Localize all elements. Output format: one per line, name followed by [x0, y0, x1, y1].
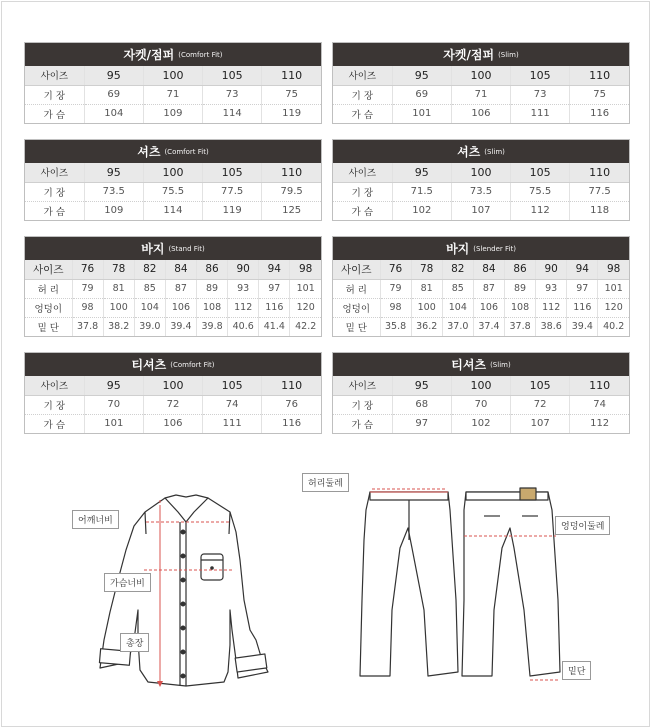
size-value: 90: [536, 260, 567, 279]
hem-label: 밑단: [562, 661, 591, 680]
row-label: 사이즈: [333, 260, 380, 279]
table-fit-label: (Comfort Fit): [170, 360, 215, 369]
waist-label: 허리둘레: [302, 473, 349, 492]
measurement-value: 108: [505, 298, 536, 317]
measurement-value: 97: [392, 414, 451, 433]
measurement-value: 71: [451, 85, 510, 104]
measurement-value: 112: [228, 298, 259, 317]
measurement-value: 38.6: [536, 317, 567, 336]
row-label: 사이즈: [25, 66, 84, 85]
size-value: 100: [451, 66, 510, 85]
size-value: 95: [84, 376, 143, 395]
table-title-text: 티셔츠: [451, 358, 487, 372]
table-title-text: 자켓/점퍼: [443, 48, 495, 62]
row-label: 사이즈: [25, 260, 72, 279]
measurement-value: 71: [143, 85, 202, 104]
measurement-value: 106: [143, 414, 202, 433]
table-fit-label: (Slim): [498, 50, 519, 59]
measurement-value: 120: [598, 298, 629, 317]
row-label: 가 슴: [43, 109, 66, 121]
size-value: 82: [442, 260, 473, 279]
row-label: 가 슴: [43, 206, 66, 218]
table-title-text: 티셔츠: [131, 358, 167, 372]
size-value: 100: [451, 376, 510, 395]
row-label: 사이즈: [25, 376, 84, 395]
measurement-value: 74: [570, 395, 629, 414]
measurement-value: 35.8: [380, 317, 411, 336]
size-value: 100: [143, 66, 202, 85]
row-label: 기 장: [25, 395, 84, 414]
measurement-value: 108: [197, 298, 228, 317]
measurement-value: 75: [262, 85, 321, 104]
row-label: 허 리: [333, 279, 380, 298]
measurement-value: 81: [411, 279, 442, 298]
measurement-value: 98: [72, 298, 103, 317]
measurement-value: 93: [536, 279, 567, 298]
size-value: 84: [473, 260, 504, 279]
measurement-value: 114: [143, 201, 202, 220]
size-value: 94: [567, 260, 598, 279]
measurement-value: 109: [84, 201, 143, 220]
table-title-text: 바지: [446, 242, 470, 256]
measurement-value: 79: [380, 279, 411, 298]
measurement-value: 39.8: [197, 317, 228, 336]
measurement-value: 100: [411, 298, 442, 317]
measurement-value: 69: [84, 85, 143, 104]
row-label: 기 장: [333, 395, 392, 414]
measurement-value: 73.5: [451, 182, 510, 201]
size-value: 76: [380, 260, 411, 279]
row-label: 밑 단: [37, 322, 59, 334]
row-label: 가 슴: [351, 419, 374, 431]
measurement-value: 73.5: [84, 182, 143, 201]
size-value: 105: [203, 376, 262, 395]
table-fit-label: (Slim): [490, 360, 511, 369]
row-label: 가 슴: [351, 109, 374, 121]
measurement-value: 87: [165, 279, 196, 298]
size-value: 84: [165, 260, 196, 279]
measurement-value: 104: [84, 104, 143, 123]
size-value: 98: [290, 260, 321, 279]
measurement-value: 75.5: [511, 182, 570, 201]
row-label: 기 장: [333, 85, 392, 104]
measurement-value: 102: [392, 201, 451, 220]
table-fit-label: (Comfort Fit): [178, 50, 223, 59]
row-label: 사이즈: [25, 163, 84, 182]
chest-label: 가슴너비: [104, 573, 151, 592]
hip-label: 엉덩이둘레: [555, 516, 610, 535]
size-value: 98: [598, 260, 629, 279]
measurement-value: 97: [567, 279, 598, 298]
pants-illustration: [360, 488, 560, 676]
size-value: 78: [411, 260, 442, 279]
measurement-value: 104: [134, 298, 165, 317]
measurement-value: 125: [262, 201, 321, 220]
measurement-value: 109: [143, 104, 202, 123]
measurement-value: 37.0: [442, 317, 473, 336]
size-value: 110: [570, 163, 629, 182]
size-value: 95: [392, 376, 451, 395]
measurement-value: 107: [451, 201, 510, 220]
size-value: 105: [203, 66, 262, 85]
size-value: 95: [392, 66, 451, 85]
measurement-value: 89: [505, 279, 536, 298]
row-label: 엉덩이: [333, 298, 380, 317]
table-fit-label: (Slender Fit): [473, 244, 516, 253]
measurement-value: 106: [473, 298, 504, 317]
size-value: 105: [511, 376, 570, 395]
measurement-value: 77.5: [203, 182, 262, 201]
measurement-value: 98: [380, 298, 411, 317]
measurement-value: 81: [103, 279, 134, 298]
measurement-value: 39.0: [134, 317, 165, 336]
table-title-text: 셔츠: [137, 145, 161, 159]
row-label: 허 리: [25, 279, 72, 298]
size-value: 100: [451, 163, 510, 182]
measurement-value: 72: [511, 395, 570, 414]
row-label: 기 장: [25, 85, 84, 104]
measurement-value: 112: [570, 414, 629, 433]
measurement-value: 100: [103, 298, 134, 317]
size-value: 110: [570, 376, 629, 395]
row-label: 엉덩이: [25, 298, 72, 317]
measurement-value: 40.6: [228, 317, 259, 336]
measurement-value: 101: [392, 104, 451, 123]
row-label: 사이즈: [333, 376, 392, 395]
measurement-value: 75.5: [143, 182, 202, 201]
size-value: 90: [228, 260, 259, 279]
size-value: 82: [134, 260, 165, 279]
measurement-value: 106: [165, 298, 196, 317]
measurement-value: 119: [203, 201, 262, 220]
size-value: 95: [84, 66, 143, 85]
measurement-value: 72: [143, 395, 202, 414]
measurement-value: 38.2: [103, 317, 134, 336]
measurement-value: 112: [536, 298, 567, 317]
size-value: 95: [84, 163, 143, 182]
measurement-value: 111: [203, 414, 262, 433]
size-value: 94: [259, 260, 290, 279]
row-label: 가 슴: [43, 419, 66, 431]
size-value: 100: [143, 163, 202, 182]
table-fit-label: (Slim): [484, 147, 505, 156]
measurement-value: 119: [262, 104, 321, 123]
measurement-value: 116: [262, 414, 321, 433]
shoulder-label: 어깨너비: [72, 510, 119, 529]
measurement-value: 73: [203, 85, 262, 104]
measurement-value: 76: [262, 395, 321, 414]
measurement-value: 116: [567, 298, 598, 317]
measurement-value: 101: [84, 414, 143, 433]
measurement-value: 112: [511, 201, 570, 220]
size-value: 100: [143, 376, 202, 395]
row-label: 밑 단: [345, 322, 367, 334]
table-title-text: 셔츠: [457, 145, 481, 159]
size-value: 95: [392, 163, 451, 182]
table-fit-label: (Stand Fit): [168, 244, 205, 253]
size-value: 110: [570, 66, 629, 85]
measurement-value: 77.5: [570, 182, 629, 201]
measurement-value: 79.5: [262, 182, 321, 201]
measurement-value: 37.8: [505, 317, 536, 336]
measurement-value: 106: [451, 104, 510, 123]
row-label: 기 장: [25, 182, 84, 201]
length-label: 총장: [120, 633, 149, 652]
measurement-value: 37.4: [473, 317, 504, 336]
row-label: 사이즈: [333, 163, 392, 182]
measurement-value: 74: [203, 395, 262, 414]
size-value: 76: [72, 260, 103, 279]
measurement-value: 104: [442, 298, 473, 317]
measurement-value: 42.2: [290, 317, 321, 336]
measurement-value: 116: [570, 104, 629, 123]
size-value: 110: [262, 376, 321, 395]
measurement-value: 85: [134, 279, 165, 298]
size-value: 105: [511, 66, 570, 85]
measurement-value: 107: [511, 414, 570, 433]
size-value: 105: [511, 163, 570, 182]
measurement-value: 73: [511, 85, 570, 104]
measurement-value: 85: [442, 279, 473, 298]
measurement-value: 39.4: [567, 317, 598, 336]
row-label: 사이즈: [333, 66, 392, 85]
measurement-value: 40.2: [598, 317, 629, 336]
measurement-value: 111: [511, 104, 570, 123]
measurement-value: 116: [259, 298, 290, 317]
measurement-value: 37.8: [72, 317, 103, 336]
measurement-value: 120: [290, 298, 321, 317]
measurement-value: 70: [451, 395, 510, 414]
row-label: 가 슴: [351, 206, 374, 218]
measurement-value: 41.4: [259, 317, 290, 336]
measurement-value: 101: [290, 279, 321, 298]
measurement-value: 97: [259, 279, 290, 298]
measurement-value: 79: [72, 279, 103, 298]
size-value: 105: [203, 163, 262, 182]
size-value: 78: [103, 260, 134, 279]
measurement-value: 93: [228, 279, 259, 298]
table-fit-label: (Comfort Fit): [164, 147, 209, 156]
measurement-value: 101: [598, 279, 629, 298]
measurement-value: 71.5: [392, 182, 451, 201]
measurement-value: 39.4: [165, 317, 196, 336]
size-value: 110: [262, 163, 321, 182]
measurement-value: 70: [84, 395, 143, 414]
measurement-value: 69: [392, 85, 451, 104]
measurement-value: 89: [197, 279, 228, 298]
size-value: 110: [262, 66, 321, 85]
measurement-value: 75: [570, 85, 629, 104]
measurement-value: 118: [570, 201, 629, 220]
size-value: 86: [197, 260, 228, 279]
measurement-value: 87: [473, 279, 504, 298]
measurement-value: 102: [451, 414, 510, 433]
table-title-text: 자켓/점퍼: [123, 48, 175, 62]
measurement-value: 68: [392, 395, 451, 414]
measurement-value: 36.2: [411, 317, 442, 336]
row-label: 기 장: [333, 182, 392, 201]
measurement-value: 114: [203, 104, 262, 123]
size-value: 86: [505, 260, 536, 279]
table-title-text: 바지: [141, 242, 165, 256]
